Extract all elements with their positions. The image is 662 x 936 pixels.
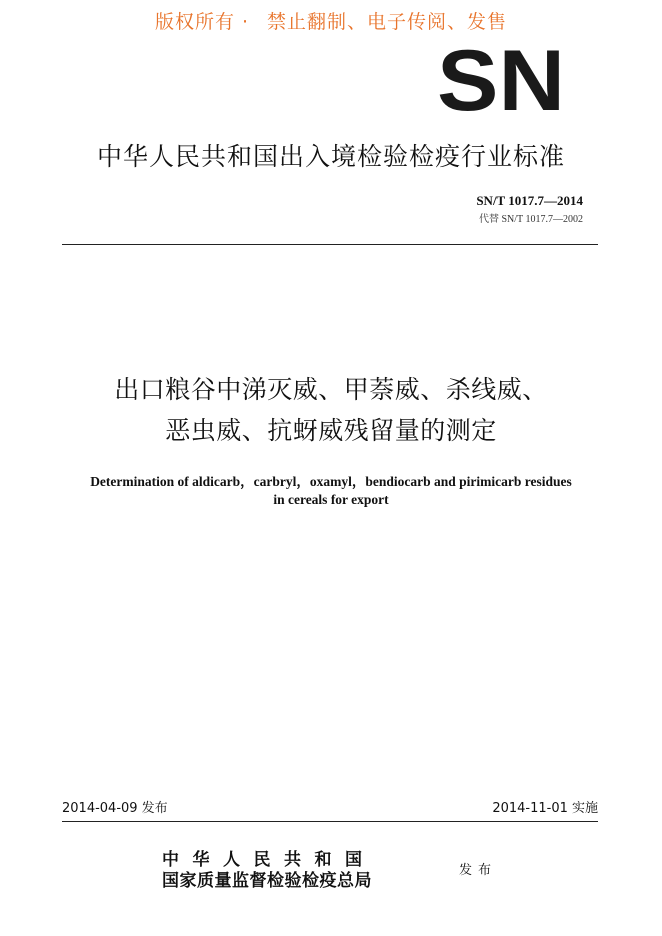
copyright-notice bbox=[0, 7, 662, 34]
copyright-notice-right: 禁止翻制、电子传阅、发售 bbox=[267, 11, 508, 33]
footer-divider bbox=[62, 821, 598, 822]
chinese-title-line-2: 恶虫威、抗蚜威残留量的测定 bbox=[165, 416, 497, 445]
header-divider bbox=[62, 244, 598, 245]
english-title-line-2: in cereals for export bbox=[273, 492, 389, 507]
implementation-date: 2014-11-01 实施 bbox=[492, 801, 598, 816]
chinese-title-line-1: 出口粮谷中涕灭威、甲萘威、杀线威、 bbox=[114, 375, 548, 404]
issue-date: 2014-04-09 发布 bbox=[62, 801, 168, 816]
standard-number: SN/T 1017.7—2014 bbox=[476, 193, 583, 208]
sn-logo bbox=[436, 46, 566, 116]
english-title-line-1: Determination of aldicarb，carbryl，oxamyl，bendiocarb and pirimicarb residues bbox=[90, 474, 572, 489]
industry-standard-title: 中华人民共和国出入境检验检疫行业标准 bbox=[96, 142, 565, 171]
copyright-notice-left: 版权所有 · bbox=[154, 11, 250, 33]
publish-label: 发布 bbox=[459, 863, 498, 878]
sn-logo-text: SN bbox=[437, 46, 565, 116]
publisher-block bbox=[162, 850, 444, 892]
replaced-standard: 代替 SN/T 1017.7—2002 bbox=[479, 214, 583, 225]
publisher-line-1: 中华人民共和国 bbox=[162, 850, 376, 870]
publisher-line-2: 国家质量监督检验检疫总局 bbox=[162, 871, 372, 891]
